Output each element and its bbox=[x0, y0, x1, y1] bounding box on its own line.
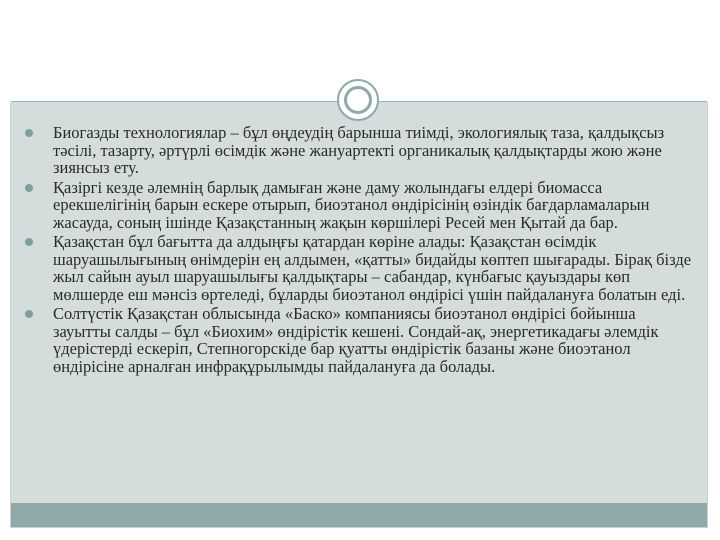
bullet-dot-icon bbox=[25, 184, 33, 192]
list-item bbox=[22, 124, 692, 177]
bullet-dot-icon bbox=[25, 310, 33, 318]
bullet-list bbox=[22, 124, 692, 377]
list-item bbox=[22, 233, 692, 303]
bottom-accent-band bbox=[11, 503, 707, 527]
bullet-text: Қазақстан бұл бағытта да алдыңғы қатардан көріне алады: Қазақстан өсімдік шаруашылығының өнімдерін ең алдымен, «қатты» бидайды көптеп шығарады. Бірақ бізде жыл сайын ауыл шаруашылығы қалдықтары – сабандар, күнбағыс қауыздары көп мөлшерде еш мәнсіз өртеледі, бұларды биоэтанол өндірісі үшін пайдалануға болатын еді. bbox=[53, 232, 692, 304]
bullet-dot-icon bbox=[25, 129, 33, 137]
list-item bbox=[22, 305, 692, 375]
inner-circle-icon bbox=[344, 86, 372, 114]
bullet-text: Биогазды технологиялар – бұл өңдеудің барынша тиімді, экологиялық таза, қалдықсыз тәсілі, тазарту, әртүрлі өсімдік және жануартекті органикалық қалдықтарды жою және зиянсыз ету. bbox=[53, 123, 665, 177]
double-circle-icon bbox=[337, 79, 379, 121]
bullet-text: Солтүстік Қазақстан облысында «Баско» компаниясы биоэтанол өндірісі бойынша зауытты салды – бұл «Биохим» өндірістік кешені. Сондай-ақ, энергетикадағы әлемдік үдерістерді ескеріп, Степногорскіде бар қуатты өндірістік базаны және биоэтанол өндірісіне арналған инфрақұрылымды пайдалануға да болады. bbox=[53, 304, 659, 376]
list-item bbox=[22, 179, 692, 232]
bullet-dot-icon bbox=[25, 238, 33, 246]
bullet-text: Қазіргі кезде әлемнің барлық дамыған және даму жолындағы елдері биомасса ерекшелігінің барын ескере отырып, биоэтанол өндірісінің өзіндік бағдарламаларын жасауда, соның ішінде Қазақстанның жақын көршілері Ресей мен Қытай да бар. bbox=[53, 177, 650, 232]
